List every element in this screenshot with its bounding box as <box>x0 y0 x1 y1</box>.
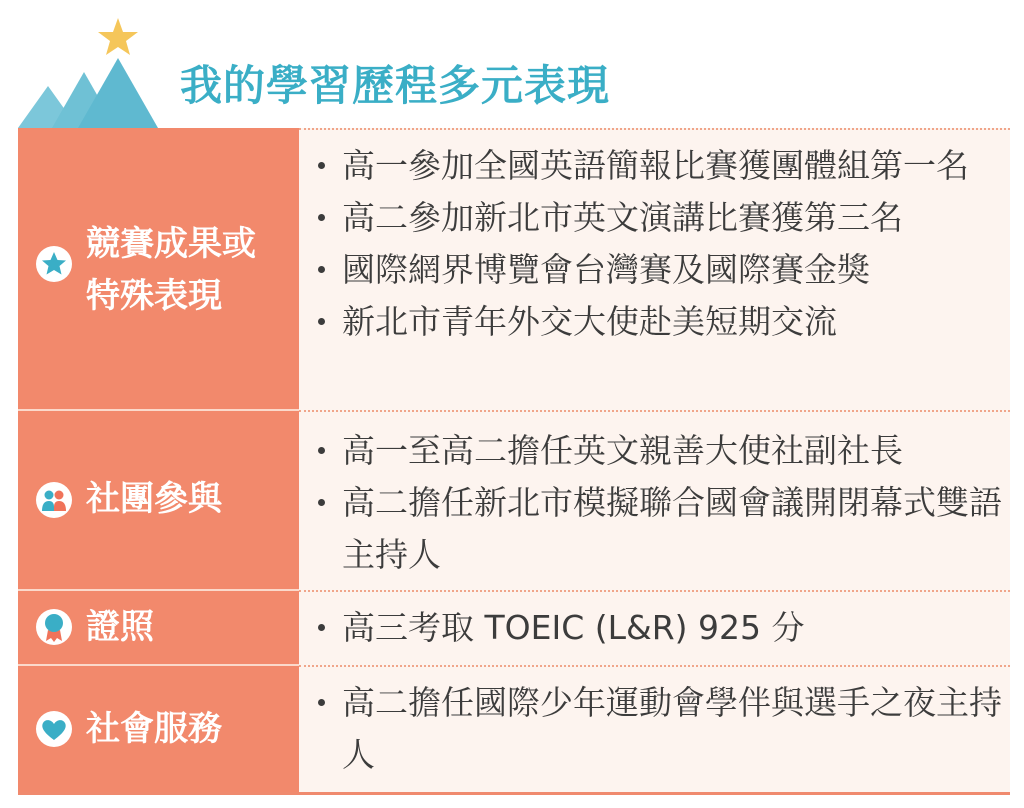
star-icon <box>35 245 73 283</box>
list-item: 高二擔任新北市模擬聯合國會議開閉幕式雙語主持人 <box>316 477 1006 581</box>
divider <box>18 792 1010 795</box>
divider <box>299 590 1010 592</box>
category-community-service <box>18 666 299 792</box>
award-ribbon-icon <box>35 608 73 646</box>
item-list-community-service <box>316 677 1006 781</box>
divider <box>299 128 1010 130</box>
category-certificates <box>18 591 299 664</box>
divider <box>299 665 1010 667</box>
list-item: 國際網界博覽會台灣賽及國際賽金獎 <box>316 244 1006 296</box>
category-label: 證照 <box>86 607 154 647</box>
list-item: 高二擔任國際少年運動會學伴與選手之夜主持人 <box>316 677 1006 781</box>
category-label: 社會服務 <box>86 709 222 749</box>
list-item: 高二參加新北市英文演講比賽獲第三名 <box>316 192 1006 244</box>
list-item: 高一參加全國英語簡報比賽獲團體組第一名 <box>316 140 1006 192</box>
item-list-certificates <box>316 602 1006 654</box>
divider <box>299 410 1010 412</box>
category-clubs <box>18 411 299 589</box>
list-item: 高三考取 TOEIC (L&R) 925 分 <box>316 602 1006 654</box>
mountains-star-decoration <box>0 0 160 128</box>
list-item: 新北市青年外交大使赴美短期交流 <box>316 296 1006 348</box>
category-competitions <box>18 128 299 409</box>
people-icon <box>35 481 73 519</box>
category-label: 社團參與 <box>86 479 222 519</box>
item-list-clubs <box>316 425 1006 581</box>
category-label: 競賽成果或 特殊表現 <box>86 224 256 316</box>
heart-icon <box>35 710 73 748</box>
list-item: 高一至高二擔任英文親善大使社副社長 <box>316 425 1006 477</box>
item-list-competitions <box>316 140 1006 348</box>
page-title: 我的學習歷程多元表現 <box>180 61 611 110</box>
